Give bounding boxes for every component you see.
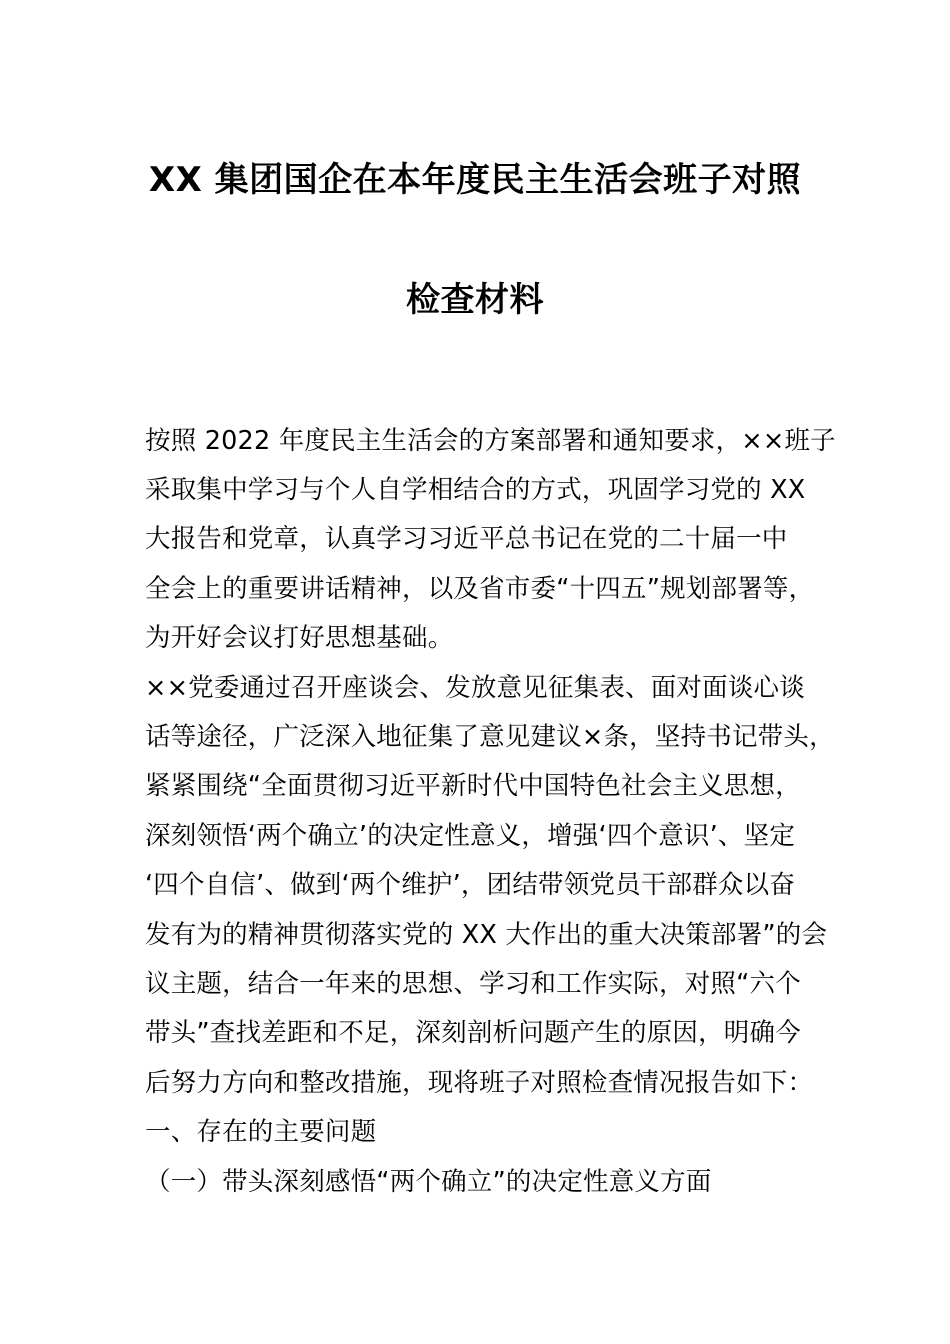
- subsection-heading: （一）带头深刻感悟“两个确立”的决定性意义方面: [145, 1167, 712, 1197]
- body-line: 带头”查找差距和不足，深刻剖析问题产生的原因，明确今: [145, 1018, 801, 1048]
- section-heading: 一、存在的主要问题: [145, 1117, 377, 1147]
- body-line: 话等途径，广泛深入地征集了意见建议×条，坚持书记带头，: [145, 722, 835, 752]
- body-line: 为开好会议打好思想基础。: [145, 623, 454, 653]
- body-line: 深刻领悟‘两个确立’的决定性意义，增强‘四个意识’、坚定: [145, 821, 796, 851]
- document-title-line-2: 检查材料: [406, 280, 544, 320]
- body-line: 大报告和党章，认真学习习近平总书记在党的二十届一中: [145, 524, 788, 554]
- body-line: 后努力方向和整改措施，现将班子对照检查情况报告如下：: [145, 1068, 814, 1098]
- body-line: 全会上的重要讲话精神，以及省市委“十四五”规划部署等，: [145, 574, 815, 604]
- body-line: 议主题，结合一年来的思想、学习和工作实际，对照“六个: [145, 969, 801, 999]
- body-line: 按照 2022 年度民主生活会的方案部署和通知要求，××班子: [145, 426, 836, 456]
- document-title-line-1: XX 集团国企在本年度民主生活会班子对照: [148, 160, 802, 200]
- body-line: 紧紧围绕“全面贯彻习近平新时代中国特色社会主义思想，: [145, 771, 801, 801]
- body-line: 发有为的精神贯彻落实党的 XX 大作出的重大决策部署”的会: [145, 920, 828, 950]
- body-line: ‘四个自信’、做到‘两个维护’，团结带领党员干部群众以奋: [145, 870, 796, 900]
- body-line: ××党委通过召开座谈会、发放意见征集表、面对面谈心谈: [145, 673, 805, 703]
- body-line: 采取集中学习与个人自学相结合的方式，巩固学习党的 XX: [145, 475, 806, 505]
